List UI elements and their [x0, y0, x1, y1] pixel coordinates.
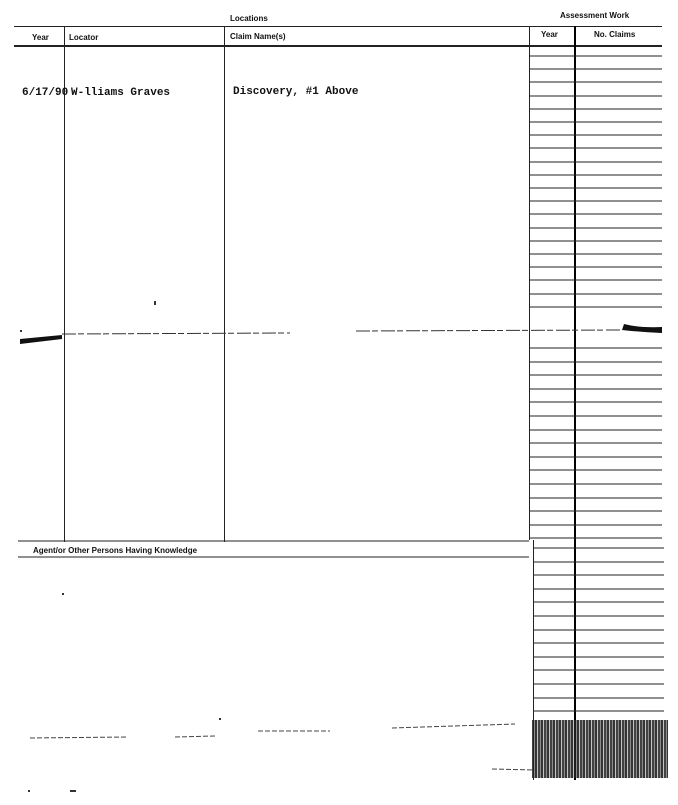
locations-heading: Locations	[230, 14, 268, 23]
assessment-work-heading: Assessment Work	[560, 11, 630, 20]
scan-speck	[154, 301, 156, 305]
scan-speck	[219, 718, 221, 720]
scan-speck	[20, 330, 22, 332]
scan-speck	[62, 593, 64, 595]
fold-line	[62, 330, 620, 334]
scan-speck	[28, 790, 30, 792]
scan-speck	[70, 790, 76, 792]
entry-claim-name: Discovery, #1 Above	[233, 86, 359, 98]
claim-names-column-header: Claim Name(s)	[230, 32, 286, 41]
entry-locator: W-lliams Graves	[71, 87, 171, 99]
left-smudge-mark	[20, 335, 62, 344]
assessment-year-column-header: Year	[541, 30, 558, 39]
no-claims-column-header: No. Claims	[594, 30, 636, 39]
entry-year: 6/17/90	[22, 87, 69, 99]
locator-column-header: Locator	[69, 33, 99, 42]
agent-label: Agent/or Other Persons Having Knowledge	[33, 546, 198, 555]
year-column-header: Year	[32, 33, 49, 42]
scan-noise-block	[532, 720, 668, 778]
right-smudge-mark	[622, 324, 662, 333]
